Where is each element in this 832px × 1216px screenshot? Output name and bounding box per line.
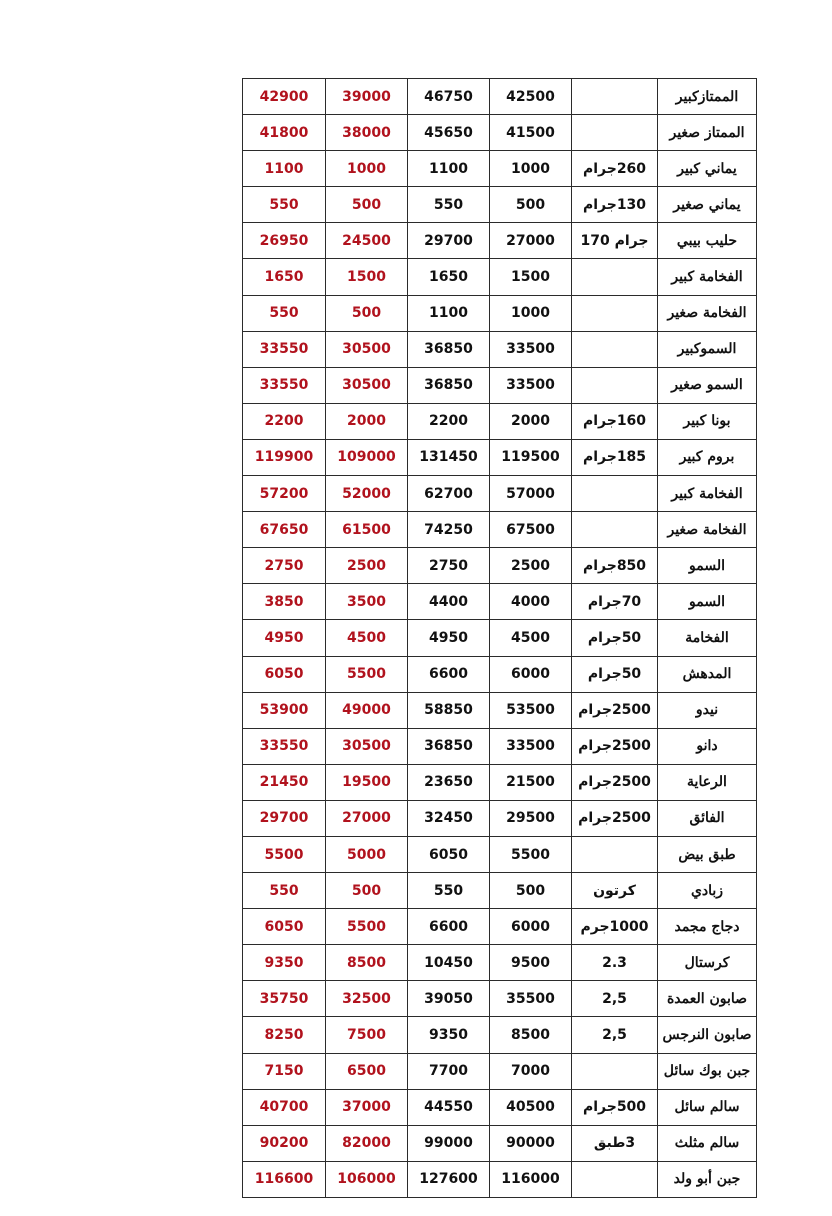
price-sheet [242, 78, 756, 1198]
price-col-1-cell: 500 [490, 187, 572, 223]
product-name-cell: جبن بوك سائل [658, 1053, 757, 1089]
product-name-cell: بروم كبير [658, 439, 757, 475]
price-col-2-cell: 550 [408, 873, 490, 909]
product-name-cell: دجاج مجمد [658, 909, 757, 945]
price-col-2-cell: 2200 [408, 403, 490, 439]
weight-cell [572, 259, 658, 295]
price-col-2-cell: 131450 [408, 439, 490, 475]
product-name-cell: الفخامة [658, 620, 757, 656]
price-table [242, 78, 757, 1198]
table-row [243, 259, 757, 295]
price-col-3-cell: 30500 [326, 331, 408, 367]
price-col-1-cell: 2000 [490, 403, 572, 439]
weight-cell: 1000جرم [572, 909, 658, 945]
weight-cell: 2500جرام [572, 800, 658, 836]
weight-cell: 2500جرام [572, 728, 658, 764]
table-row [243, 548, 757, 584]
price-col-4-cell: 7150 [243, 1053, 326, 1089]
price-col-1-cell: 1000 [490, 295, 572, 331]
price-col-4-cell: 90200 [243, 1125, 326, 1161]
weight-cell [572, 836, 658, 872]
price-col-3-cell: 4500 [326, 620, 408, 656]
table-row [243, 764, 757, 800]
table-row [243, 223, 757, 259]
table-row [243, 403, 757, 439]
price-col-4-cell: 550 [243, 187, 326, 223]
product-name-cell: سالم مثلث [658, 1125, 757, 1161]
weight-cell: 3طبق [572, 1125, 658, 1161]
table-row [243, 439, 757, 475]
weight-cell: 2,5 [572, 981, 658, 1017]
table-row [243, 331, 757, 367]
table-row [243, 873, 757, 909]
price-col-3-cell: 27000 [326, 800, 408, 836]
product-name-cell: يماني كبير [658, 151, 757, 187]
weight-cell: 2,5 [572, 1017, 658, 1053]
price-col-2-cell: 127600 [408, 1161, 490, 1197]
price-col-2-cell: 7700 [408, 1053, 490, 1089]
price-col-1-cell: 9500 [490, 945, 572, 981]
price-col-3-cell: 30500 [326, 367, 408, 403]
price-col-3-cell: 109000 [326, 439, 408, 475]
price-col-3-cell: 3500 [326, 584, 408, 620]
price-col-1-cell: 1000 [490, 151, 572, 187]
price-col-2-cell: 9350 [408, 1017, 490, 1053]
weight-cell [572, 476, 658, 512]
price-col-2-cell: 39050 [408, 981, 490, 1017]
price-col-2-cell: 23650 [408, 764, 490, 800]
price-col-3-cell: 5000 [326, 836, 408, 872]
price-col-3-cell: 38000 [326, 115, 408, 151]
price-col-2-cell: 36850 [408, 728, 490, 764]
table-row [243, 79, 757, 115]
price-col-2-cell: 99000 [408, 1125, 490, 1161]
table-row [243, 945, 757, 981]
price-col-2-cell: 36850 [408, 331, 490, 367]
price-col-1-cell: 6000 [490, 656, 572, 692]
price-col-2-cell: 32450 [408, 800, 490, 836]
price-col-1-cell: 6000 [490, 909, 572, 945]
price-col-2-cell: 6600 [408, 909, 490, 945]
price-col-1-cell: 53500 [490, 692, 572, 728]
price-col-2-cell: 29700 [408, 223, 490, 259]
price-col-3-cell: 19500 [326, 764, 408, 800]
table-row [243, 367, 757, 403]
table-row [243, 1017, 757, 1053]
price-col-3-cell: 1000 [326, 151, 408, 187]
price-col-4-cell: 3850 [243, 584, 326, 620]
table-row [243, 1161, 757, 1197]
price-col-4-cell: 33550 [243, 728, 326, 764]
price-col-2-cell: 74250 [408, 512, 490, 548]
price-col-1-cell: 33500 [490, 367, 572, 403]
price-col-3-cell: 2500 [326, 548, 408, 584]
price-col-3-cell: 5500 [326, 656, 408, 692]
price-col-1-cell: 29500 [490, 800, 572, 836]
price-col-4-cell: 9350 [243, 945, 326, 981]
price-col-3-cell: 5500 [326, 909, 408, 945]
product-name-cell: صابون العمدة [658, 981, 757, 1017]
product-name-cell: المدهش [658, 656, 757, 692]
product-name-cell: سالم سائل [658, 1089, 757, 1125]
price-col-1-cell: 116000 [490, 1161, 572, 1197]
weight-cell: 50جرام [572, 656, 658, 692]
table-row [243, 1089, 757, 1125]
weight-cell [572, 295, 658, 331]
price-col-4-cell: 550 [243, 873, 326, 909]
weight-cell: 160جرام [572, 403, 658, 439]
price-col-3-cell: 2000 [326, 403, 408, 439]
price-col-1-cell: 21500 [490, 764, 572, 800]
product-name-cell: كرستال [658, 945, 757, 981]
price-col-1-cell: 90000 [490, 1125, 572, 1161]
price-col-1-cell: 4000 [490, 584, 572, 620]
price-col-4-cell: 21450 [243, 764, 326, 800]
weight-cell [572, 115, 658, 151]
weight-cell: 500جرام [572, 1089, 658, 1125]
table-row [243, 151, 757, 187]
price-col-1-cell: 67500 [490, 512, 572, 548]
price-col-3-cell: 8500 [326, 945, 408, 981]
price-col-1-cell: 119500 [490, 439, 572, 475]
price-col-4-cell: 67650 [243, 512, 326, 548]
table-row [243, 1053, 757, 1089]
price-col-4-cell: 26950 [243, 223, 326, 259]
price-col-4-cell: 57200 [243, 476, 326, 512]
weight-cell: جرام 170 [572, 223, 658, 259]
table-row [243, 187, 757, 223]
table-row [243, 800, 757, 836]
price-col-4-cell: 1100 [243, 151, 326, 187]
table-row [243, 115, 757, 151]
product-name-cell: حليب بيبي [658, 223, 757, 259]
product-name-cell: صابون النرجس [658, 1017, 757, 1053]
price-col-2-cell: 46750 [408, 79, 490, 115]
price-col-2-cell: 550 [408, 187, 490, 223]
weight-cell [572, 1161, 658, 1197]
weight-cell [572, 512, 658, 548]
price-col-3-cell: 106000 [326, 1161, 408, 1197]
price-col-4-cell: 8250 [243, 1017, 326, 1053]
table-row [243, 836, 757, 872]
price-col-1-cell: 42500 [490, 79, 572, 115]
product-name-cell: الفخامة صغير [658, 512, 757, 548]
weight-cell: 2500جرام [572, 764, 658, 800]
price-col-2-cell: 1100 [408, 295, 490, 331]
table-row [243, 512, 757, 548]
weight-cell: 2500جرام [572, 692, 658, 728]
price-col-2-cell: 1650 [408, 259, 490, 295]
table-row [243, 692, 757, 728]
product-name-cell: الممتاز صغير [658, 115, 757, 151]
price-col-3-cell: 500 [326, 187, 408, 223]
weight-cell [572, 79, 658, 115]
product-name-cell: الفائق [658, 800, 757, 836]
price-col-4-cell: 2200 [243, 403, 326, 439]
price-col-3-cell: 7500 [326, 1017, 408, 1053]
product-name-cell: يماني صغير [658, 187, 757, 223]
weight-cell: 70جرام [572, 584, 658, 620]
price-table-body [243, 79, 757, 1198]
weight-cell: كرتون [572, 873, 658, 909]
price-col-3-cell: 32500 [326, 981, 408, 1017]
price-col-3-cell: 30500 [326, 728, 408, 764]
price-col-3-cell: 24500 [326, 223, 408, 259]
price-col-4-cell: 33550 [243, 367, 326, 403]
product-name-cell: دانو [658, 728, 757, 764]
price-col-1-cell: 4500 [490, 620, 572, 656]
price-col-4-cell: 4950 [243, 620, 326, 656]
product-name-cell: زبادي [658, 873, 757, 909]
price-col-4-cell: 5500 [243, 836, 326, 872]
price-col-2-cell: 4400 [408, 584, 490, 620]
table-row [243, 981, 757, 1017]
product-name-cell: الممتازكبير [658, 79, 757, 115]
price-col-4-cell: 119900 [243, 439, 326, 475]
product-name-cell: الفخامة كبير [658, 476, 757, 512]
price-col-3-cell: 500 [326, 873, 408, 909]
table-row [243, 728, 757, 764]
product-name-cell: نيدو [658, 692, 757, 728]
price-col-2-cell: 6600 [408, 656, 490, 692]
price-col-2-cell: 62700 [408, 476, 490, 512]
product-name-cell: الفخامة كبير [658, 259, 757, 295]
table-row [243, 584, 757, 620]
table-row [243, 295, 757, 331]
price-col-1-cell: 57000 [490, 476, 572, 512]
product-name-cell: الفخامة صغير [658, 295, 757, 331]
table-row [243, 909, 757, 945]
price-col-4-cell: 53900 [243, 692, 326, 728]
price-col-3-cell: 37000 [326, 1089, 408, 1125]
price-col-4-cell: 33550 [243, 331, 326, 367]
product-name-cell: السمو [658, 548, 757, 584]
table-row [243, 476, 757, 512]
price-col-4-cell: 1650 [243, 259, 326, 295]
price-col-1-cell: 27000 [490, 223, 572, 259]
price-col-1-cell: 2500 [490, 548, 572, 584]
price-col-1-cell: 40500 [490, 1089, 572, 1125]
product-name-cell: الرعاية [658, 764, 757, 800]
weight-cell: 850جرام [572, 548, 658, 584]
price-col-1-cell: 33500 [490, 728, 572, 764]
price-col-4-cell: 42900 [243, 79, 326, 115]
price-col-4-cell: 41800 [243, 115, 326, 151]
price-col-4-cell: 550 [243, 295, 326, 331]
price-col-1-cell: 8500 [490, 1017, 572, 1053]
product-name-cell: السمو [658, 584, 757, 620]
price-col-3-cell: 500 [326, 295, 408, 331]
price-col-1-cell: 33500 [490, 331, 572, 367]
price-col-1-cell: 35500 [490, 981, 572, 1017]
price-col-1-cell: 500 [490, 873, 572, 909]
weight-cell: 260جرام [572, 151, 658, 187]
price-col-3-cell: 52000 [326, 476, 408, 512]
price-col-4-cell: 2750 [243, 548, 326, 584]
table-row [243, 1125, 757, 1161]
weight-cell: 185جرام [572, 439, 658, 475]
weight-cell [572, 367, 658, 403]
price-col-4-cell: 35750 [243, 981, 326, 1017]
price-col-3-cell: 61500 [326, 512, 408, 548]
price-col-3-cell: 49000 [326, 692, 408, 728]
price-col-4-cell: 29700 [243, 800, 326, 836]
product-name-cell: جبن أبو ولد [658, 1161, 757, 1197]
table-row [243, 620, 757, 656]
price-col-4-cell: 6050 [243, 656, 326, 692]
price-col-4-cell: 40700 [243, 1089, 326, 1125]
price-col-1-cell: 1500 [490, 259, 572, 295]
price-col-2-cell: 6050 [408, 836, 490, 872]
price-col-3-cell: 1500 [326, 259, 408, 295]
price-col-2-cell: 36850 [408, 367, 490, 403]
price-col-2-cell: 10450 [408, 945, 490, 981]
price-col-4-cell: 116600 [243, 1161, 326, 1197]
weight-cell [572, 331, 658, 367]
price-col-3-cell: 39000 [326, 79, 408, 115]
price-col-2-cell: 44550 [408, 1089, 490, 1125]
price-col-2-cell: 45650 [408, 115, 490, 151]
price-col-1-cell: 41500 [490, 115, 572, 151]
product-name-cell: طبق بيض [658, 836, 757, 872]
price-col-2-cell: 4950 [408, 620, 490, 656]
product-name-cell: السمو صغير [658, 367, 757, 403]
table-row [243, 656, 757, 692]
price-col-2-cell: 58850 [408, 692, 490, 728]
weight-cell: 130جرام [572, 187, 658, 223]
price-col-4-cell: 6050 [243, 909, 326, 945]
product-name-cell: بونا كبير [658, 403, 757, 439]
price-col-3-cell: 82000 [326, 1125, 408, 1161]
weight-cell: 50جرام [572, 620, 658, 656]
weight-cell [572, 1053, 658, 1089]
price-col-1-cell: 7000 [490, 1053, 572, 1089]
price-col-2-cell: 1100 [408, 151, 490, 187]
weight-cell: 2.3 [572, 945, 658, 981]
price-col-2-cell: 2750 [408, 548, 490, 584]
price-col-3-cell: 6500 [326, 1053, 408, 1089]
product-name-cell: السموكبير [658, 331, 757, 367]
price-col-1-cell: 5500 [490, 836, 572, 872]
